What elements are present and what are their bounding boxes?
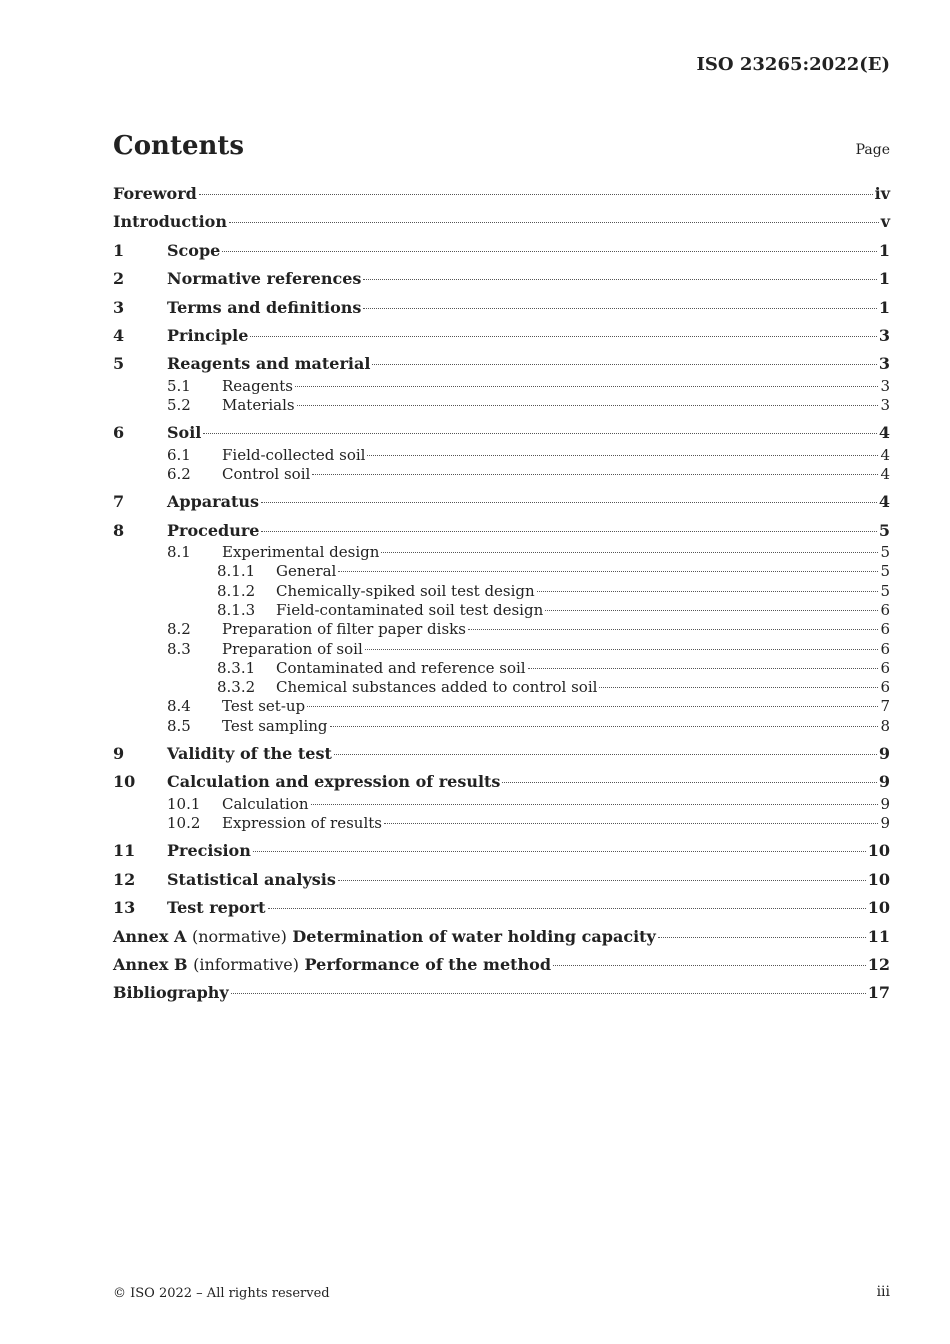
toc-entry-6-2[interactable] xyxy=(113,465,890,484)
toc-entry-bibliography[interactable] xyxy=(113,983,890,1011)
toc-page: 10 xyxy=(867,841,890,861)
toc-entry-8-1-2[interactable] xyxy=(113,582,890,601)
dot-leader xyxy=(330,726,879,727)
toc-number: 4 xyxy=(113,325,125,345)
toc-title: Calculation and expression of results xyxy=(167,772,501,792)
toc-title: Chemical substances added to control soil xyxy=(276,678,598,697)
toc-page: 9 xyxy=(878,772,890,792)
toc-title: Scope xyxy=(167,240,221,260)
toc-page: 6 xyxy=(880,620,890,639)
toc-entry-13[interactable] xyxy=(113,898,890,926)
toc-title: Principle xyxy=(167,325,249,345)
toc-number: 10.2 xyxy=(167,814,201,833)
dot-leader xyxy=(338,571,878,572)
annex-kind: (informative) xyxy=(193,955,299,974)
toc-title: Apparatus xyxy=(167,492,259,512)
toc-number: 6.2 xyxy=(167,465,191,484)
toc-page: v xyxy=(880,212,890,232)
toc-entry-10-1[interactable] xyxy=(113,795,890,814)
dot-leader xyxy=(312,474,878,475)
toc-number: 8.1.2 xyxy=(217,581,256,600)
toc-entry-annex-a[interactable] xyxy=(113,927,890,955)
toc-title: Test set-up xyxy=(222,697,306,716)
toc-number: 8.2 xyxy=(167,620,191,639)
annex-title: Determination of water holding capacity xyxy=(292,926,656,946)
toc-page: 11 xyxy=(867,926,890,946)
dot-leader xyxy=(268,908,866,909)
dot-leader xyxy=(307,706,878,707)
dot-leader xyxy=(528,668,879,669)
toc-title: Field-contaminated soil test design xyxy=(276,600,544,619)
toc-title: Calculation xyxy=(222,794,309,813)
toc-number: 11 xyxy=(113,841,136,861)
dot-leader xyxy=(599,687,878,688)
toc-number: 8.4 xyxy=(167,697,191,716)
dot-leader xyxy=(338,880,866,881)
toc-number: 10.1 xyxy=(167,794,201,813)
toc-page: 5 xyxy=(880,581,890,600)
toc-page: 4 xyxy=(878,492,890,512)
toc-page: 6 xyxy=(880,600,890,619)
toc-title: Soil xyxy=(167,423,202,443)
toc-title: Normative references xyxy=(167,269,362,289)
toc-title: Expression of results xyxy=(222,814,382,833)
toc-page: 8 xyxy=(880,716,890,735)
dot-leader xyxy=(250,336,876,337)
dot-leader xyxy=(553,965,866,966)
toc-title: Reagents xyxy=(222,376,293,395)
dot-leader xyxy=(367,455,878,456)
toc-number: 8.3 xyxy=(167,639,191,658)
toc-page: 3 xyxy=(880,396,890,415)
toc-entry-5-2[interactable] xyxy=(113,396,890,415)
toc-title: Contaminated and reference soil xyxy=(276,658,526,677)
toc-title: Preparation of filter paper disks xyxy=(222,620,466,639)
toc-title: Test sampling xyxy=(222,716,328,735)
toc-entry-introduction[interactable] xyxy=(113,212,890,240)
dot-leader xyxy=(199,194,873,195)
toc-page: 1 xyxy=(878,297,890,317)
dot-leader xyxy=(261,502,877,503)
toc-title: Test report xyxy=(167,898,266,918)
toc-page: 9 xyxy=(878,744,890,764)
toc-title: Terms and definitions xyxy=(167,297,362,317)
dot-leader xyxy=(545,610,878,611)
toc-title: Foreword xyxy=(113,184,197,203)
toc-number: 8.3.2 xyxy=(217,678,256,697)
dot-leader xyxy=(295,386,878,387)
toc-entry-10-2[interactable] xyxy=(113,814,890,833)
dot-leader xyxy=(334,754,877,755)
toc-number: 9 xyxy=(113,744,125,764)
page-column-label: Page xyxy=(855,142,890,158)
dot-leader xyxy=(363,308,876,309)
toc-title xyxy=(113,955,551,974)
toc-page: 10 xyxy=(867,898,890,918)
toc-number: 8.5 xyxy=(167,716,191,735)
toc-entry-8-3-2[interactable] xyxy=(113,678,890,697)
toc-entry-12[interactable] xyxy=(113,870,890,898)
toc-page: 12 xyxy=(867,955,890,974)
toc-entry-8-1-3[interactable] xyxy=(113,601,890,620)
toc-page: iv xyxy=(874,184,890,203)
dot-leader xyxy=(229,222,879,223)
toc-entry-7[interactable] xyxy=(113,492,890,520)
toc-entry-8-5[interactable] xyxy=(113,717,890,736)
toc-page: 3 xyxy=(878,354,890,374)
toc-number: 5.2 xyxy=(167,396,191,415)
toc-number: 13 xyxy=(113,898,136,918)
toc-number: 5.1 xyxy=(167,376,191,395)
toc-entry-9[interactable] xyxy=(113,744,890,772)
toc-title: Chemically-spiked soil test design xyxy=(276,581,535,600)
toc-title: Introduction xyxy=(113,212,227,232)
document-id: ISO 23265:2022(E) xyxy=(696,54,890,75)
toc-number: 8.1.1 xyxy=(217,562,256,581)
toc-title xyxy=(113,927,656,946)
toc-page: 5 xyxy=(878,520,890,540)
footer-copyright: © ISO 2022 – All rights reserved xyxy=(113,1286,330,1301)
toc-page: 9 xyxy=(880,814,890,833)
toc-page: 3 xyxy=(878,325,890,345)
toc-title: Experimental design xyxy=(222,543,380,562)
toc-page: 1 xyxy=(878,240,890,260)
toc-title: Bibliography xyxy=(113,983,229,1003)
toc-title: General xyxy=(276,562,337,581)
toc-number: 6.1 xyxy=(167,445,191,464)
toc-number: 8.1.3 xyxy=(217,600,256,619)
toc-number: 5 xyxy=(113,354,125,374)
dot-leader xyxy=(381,552,878,553)
toc-entry-2[interactable] xyxy=(113,269,890,297)
dot-leader xyxy=(658,937,866,938)
toc-number: 8 xyxy=(113,520,125,540)
toc-title: Preparation of soil xyxy=(222,639,363,658)
dot-leader xyxy=(297,405,879,406)
toc-entry-3[interactable] xyxy=(113,298,890,326)
toc-number: 8.1 xyxy=(167,543,191,562)
toc-page: 4 xyxy=(880,465,890,484)
dot-leader xyxy=(363,279,876,280)
toc-number: 8.3.1 xyxy=(217,658,256,677)
toc-entry-6-1[interactable] xyxy=(113,446,890,465)
toc-title: Control soil xyxy=(222,465,311,484)
dot-leader xyxy=(502,782,876,783)
toc-page: 17 xyxy=(867,983,890,1003)
toc-title: Procedure xyxy=(167,520,260,540)
annex-kind: (normative) xyxy=(191,926,287,946)
dot-leader xyxy=(372,364,876,365)
toc-entry-11[interactable] xyxy=(113,841,890,869)
annex-label: Annex B xyxy=(113,955,188,974)
toc-page: 6 xyxy=(880,658,890,677)
table-of-contents xyxy=(113,184,890,1012)
dot-leader xyxy=(203,433,876,434)
toc-page: 1 xyxy=(878,269,890,289)
toc-entry-8-1[interactable] xyxy=(113,543,890,562)
toc-title: Validity of the test xyxy=(167,744,332,764)
toc-entry-8-3[interactable] xyxy=(113,640,890,659)
toc-number: 10 xyxy=(113,772,136,792)
toc-number: 3 xyxy=(113,297,125,317)
dot-leader xyxy=(311,804,879,805)
toc-page: 4 xyxy=(880,445,890,464)
annex-title: Performance of the method xyxy=(304,955,552,974)
toc-title: Reagents and material xyxy=(167,354,371,374)
dot-leader xyxy=(468,629,879,630)
contents-heading: Contents xyxy=(113,131,245,161)
toc-page: 5 xyxy=(880,562,890,581)
toc-title: Precision xyxy=(167,841,251,861)
toc-entry-foreword[interactable] xyxy=(113,184,890,212)
toc-page: 6 xyxy=(880,639,890,658)
toc-entry-8-2[interactable] xyxy=(113,620,890,639)
footer-page-number: iii xyxy=(876,1284,890,1300)
toc-entry-8-3-1[interactable] xyxy=(113,659,890,678)
dot-leader xyxy=(365,649,879,650)
toc-title: Materials xyxy=(222,396,295,415)
dot-leader xyxy=(537,591,879,592)
toc-page: 3 xyxy=(880,376,890,395)
toc-title: Field-collected soil xyxy=(222,445,366,464)
toc-number: 12 xyxy=(113,869,136,889)
dot-leader xyxy=(261,531,876,532)
dot-leader xyxy=(231,993,866,994)
toc-page: 6 xyxy=(880,678,890,697)
toc-entry-5-1[interactable] xyxy=(113,377,890,396)
dot-leader xyxy=(253,851,866,852)
toc-page: 9 xyxy=(880,794,890,813)
toc-page: 4 xyxy=(878,423,890,443)
toc-entry-1[interactable] xyxy=(113,241,890,269)
annex-label: Annex A xyxy=(113,926,187,946)
toc-entry-4[interactable] xyxy=(113,326,890,354)
toc-number: 1 xyxy=(113,240,125,260)
toc-title: Statistical analysis xyxy=(167,869,336,889)
toc-page: 7 xyxy=(880,697,890,716)
toc-number: 7 xyxy=(113,492,125,512)
toc-entry-8-4[interactable] xyxy=(113,697,890,716)
toc-page: 5 xyxy=(880,543,890,562)
toc-number: 6 xyxy=(113,423,125,443)
dot-leader xyxy=(222,251,877,252)
toc-entry-8-1-1[interactable] xyxy=(113,562,890,581)
toc-entry-annex-b[interactable] xyxy=(113,955,890,983)
dot-leader xyxy=(384,823,878,824)
toc-page: 10 xyxy=(867,869,890,889)
toc-number: 2 xyxy=(113,269,125,289)
